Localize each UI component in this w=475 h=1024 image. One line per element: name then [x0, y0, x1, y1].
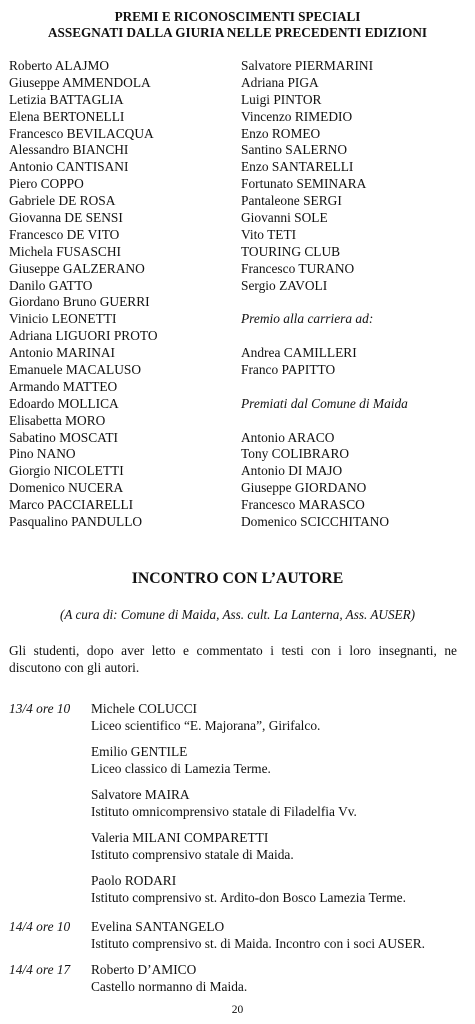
schedule-time: 14/4 ore 17 [9, 962, 71, 977]
award-name: Elena BERTONELLI [9, 108, 125, 124]
venue: Istituto comprensivo statale di Maida. [91, 847, 294, 863]
award-name: Sergio ZAVOLI [241, 277, 328, 293]
award-name: Armando MATTEO [9, 378, 118, 394]
award-name: TOURING CLUB [241, 243, 341, 259]
award-name: Alessandro BIANCHI [9, 142, 129, 158]
author-name: Roberto D’AMICO [91, 962, 197, 977]
schedule-entry [91, 918, 471, 952]
schedule-entry [91, 961, 471, 995]
spacer [241, 413, 466, 430]
spacer [241, 379, 466, 396]
award-name: Danilo GATTO [9, 277, 93, 293]
award-name: Giovanni SOLE [241, 210, 328, 226]
awards-heading-line1: PREMI E RICONOSCIMENTI SPECIALI [114, 9, 361, 24]
awards-right-column [241, 58, 466, 531]
award-name: Pino NANO [9, 446, 76, 462]
award-name: Giuseppe AMMENDOLA [9, 74, 151, 90]
schedule-block [9, 961, 469, 997]
spacer [241, 328, 466, 345]
award-name: Vito TETI [241, 226, 297, 242]
award-name: Elisabetta MORO [9, 412, 106, 428]
author-name: Salvatore MAIRA [91, 787, 190, 802]
schedule-time: 14/4 ore 10 [9, 919, 71, 934]
venue: Liceo scientifico “E. Majorana”, Girifalco. [91, 718, 321, 734]
author-name: Evelina SANTANGELO [91, 919, 225, 934]
municipality-award-name: Domenico SCICCHITANO [241, 514, 390, 530]
municipality-award-label: Premiati dal Comune di Maida [241, 395, 408, 411]
section-intro: Gli studenti, dopo aver letto e commentato i testi con i loro insegnanti, ne discutono con gli autori. [9, 643, 457, 675]
award-name: Vinicio LEONETTI [9, 311, 117, 327]
venue: Istituto omnicomprensivo statale di Filadelfia Vv. [91, 804, 357, 820]
award-name: Giovanna DE SENSI [9, 210, 123, 226]
award-name: Giorgio NICOLETTI [9, 463, 124, 479]
schedule-entry [91, 829, 471, 863]
award-name: Salvatore PIERMARINI [241, 58, 374, 73]
award-name: Luigi PINTOR [241, 91, 322, 107]
award-name: Sabatino MOSCATI [9, 429, 118, 445]
schedule-time: 13/4 ore 10 [9, 701, 71, 716]
award-name: Enzo SANTARELLI [241, 159, 354, 175]
schedule-block [9, 700, 469, 910]
venue: Istituto comprensivo st. Ardito-don Bosco Lamezia Terme. [91, 890, 406, 906]
award-name: Santino SALERNO [241, 142, 348, 158]
award-name: Adriana PIGA [241, 74, 319, 90]
awards-heading-line2: ASSEGNATI DALLA GIURIA NELLE PRECEDENTI EDIZIONI [48, 25, 427, 40]
award-name: Marco PACCIARELLI [9, 497, 134, 513]
municipality-award-name: Antonio DI MAJO [241, 463, 343, 479]
award-name: Giuseppe GALZERANO [9, 260, 145, 276]
author-name: Michele COLUCCI [91, 701, 197, 716]
award-name: Pasqualino PANDULLO [9, 514, 143, 530]
award-name: Antonio CANTISANI [9, 159, 129, 175]
schedule-entry [91, 872, 471, 906]
award-name: Domenico NUCERA [9, 480, 124, 496]
schedule-entry [91, 700, 471, 734]
award-name: Emanuele MACALUSO [9, 362, 142, 378]
award-name: Vincenzo RIMEDIO [241, 108, 353, 124]
venue: Liceo classico di Lamezia Terme. [91, 761, 271, 777]
award-name: Francesco BEVILACQUA [9, 125, 154, 141]
section-title: INCONTRO CON L’AUTORE [131, 570, 344, 587]
award-name: Antonio MARINAI [9, 345, 116, 361]
municipality-award-name: Giuseppe GIORDANO [241, 480, 367, 496]
award-name: Roberto ALAJMO [9, 58, 110, 73]
schedule-entry [91, 786, 471, 820]
awards-left-column [9, 58, 234, 531]
career-award-name: Franco PAPITTO [241, 362, 336, 378]
award-name: Michela FUSASCHI [9, 243, 121, 259]
award-name: Edoardo MOLLICA [9, 395, 119, 411]
award-name: Francesco TURANO [241, 260, 355, 276]
award-name: Letizia BATTAGLIA [9, 91, 124, 107]
schedule-entry [91, 743, 471, 777]
award-name: Giordano Bruno GUERRI [9, 294, 150, 310]
award-name: Francesco DE VITO [9, 226, 120, 242]
award-name: Pantaleone SERGI [241, 193, 342, 209]
municipality-award-name: Antonio ARACO [241, 429, 335, 445]
award-name: Piero COPPO [9, 176, 84, 192]
author-name: Emilio GENTILE [91, 744, 188, 759]
municipality-award-name: Francesco MARASCO [241, 497, 365, 513]
schedule-block [9, 918, 469, 954]
award-name: Gabriele DE ROSA [9, 193, 116, 209]
municipality-award-name: Tony COLIBRARO [241, 446, 350, 462]
award-name: Enzo ROMEO [241, 125, 321, 141]
page-number: 20 [231, 1004, 244, 1016]
award-name: Adriana LIGUORI PROTO [9, 328, 158, 344]
author-name: Valeria MILANI COMPARETTI [91, 830, 269, 845]
award-name: Fortunato SEMINARA [241, 176, 367, 192]
career-award-name: Andrea CAMILLERI [241, 345, 357, 361]
venue: Castello normanno di Maida. [91, 979, 248, 995]
section-subtitle: (A cura di: Comune di Maida, Ass. cult. La Lanterna, Ass. AUSER) [59, 607, 416, 622]
author-name: Paolo RODARI [91, 873, 177, 888]
career-award-label: Premio alla carriera ad: [241, 311, 374, 327]
spacer [241, 294, 466, 311]
venue: Istituto comprensivo st. di Maida. Incontro con i soci AUSER. [91, 936, 425, 952]
